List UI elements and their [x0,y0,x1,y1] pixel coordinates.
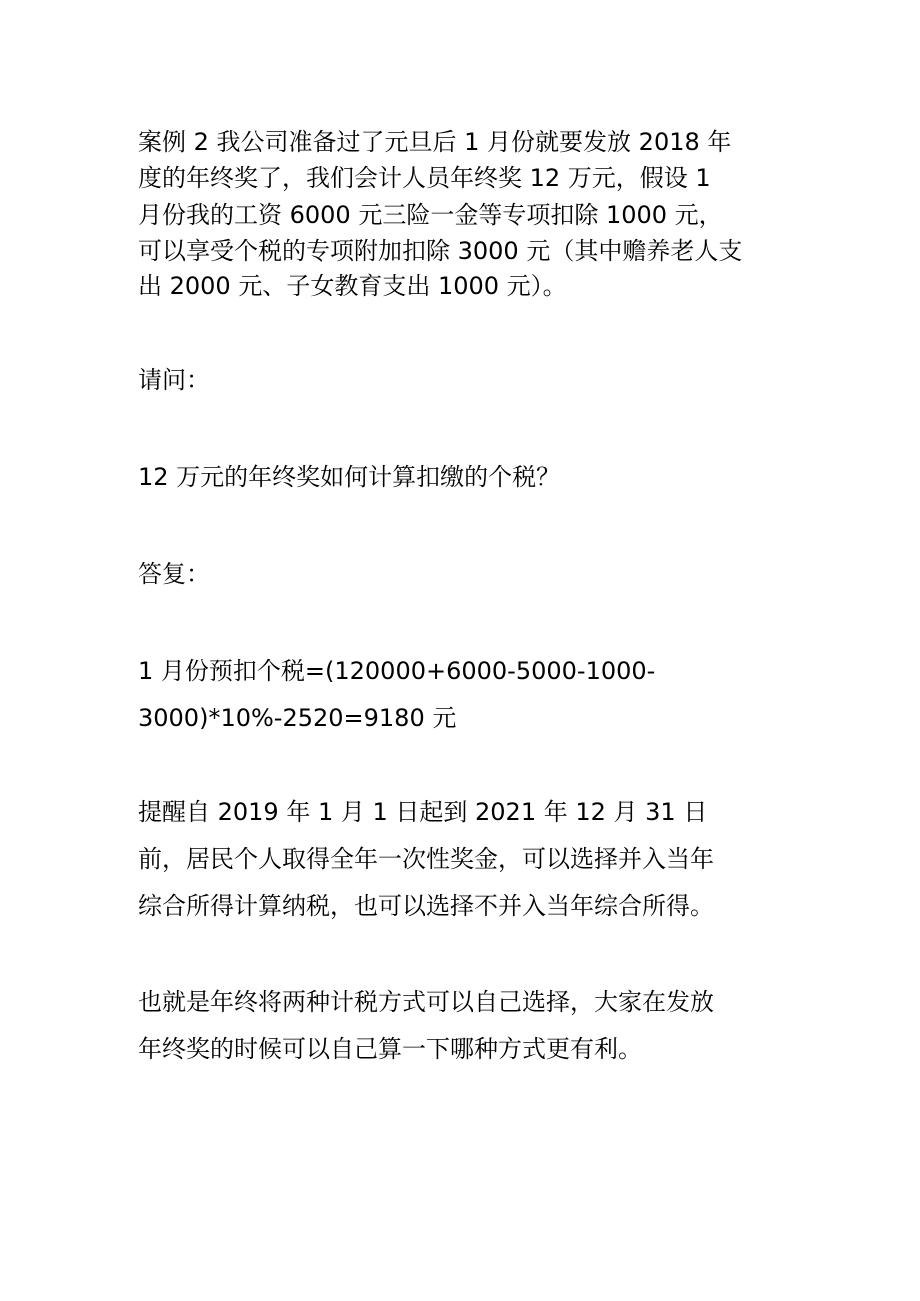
case-line-2: 度的年终奖了，我们会计人员年终奖 12 万元，假设 1 [138,164,711,192]
case-line-3: 月份我的工资 6000 元三险一金等专项扣除 1000 元， [138,201,723,229]
case-line-5: 出 2000 元、子女教育支出 1000 元）。 [138,272,567,300]
closing-line-2: 年终奖的时候可以自己算一下哪种方式更有利。 [138,1035,642,1063]
question-label: 请问： [138,366,210,394]
closing-line-1: 也就是年终将两种计税方式可以自己选择，大家在发放 [138,988,714,1016]
answer-label: 答复： [138,560,210,588]
formula-line-1: 1 月份预扣个税=(120000+6000-5000-1000- [138,657,656,685]
reminder-line-3: 综合所得计算纳税，也可以选择不并入当年综合所得。 [138,892,714,920]
case-line-4: 可以享受个税的专项附加扣除 3000 元（其中赡养老人支 [138,237,743,265]
formula-line-2: 3000)*10%-2520=9180 元 [138,704,457,732]
case-line-1: 案例 2 我公司准备过了元旦后 1 月份就要发放 2018 年 [138,128,732,156]
reminder-line-1: 提醒自 2019 年 1 月 1 日起到 2021 年 12 月 31 日 [138,798,708,826]
reminder-line-2: 前，居民个人取得全年一次性奖金，可以选择并入当年 [138,845,714,873]
question-text: 12 万元的年终奖如何计算扣缴的个税？ [138,463,561,491]
